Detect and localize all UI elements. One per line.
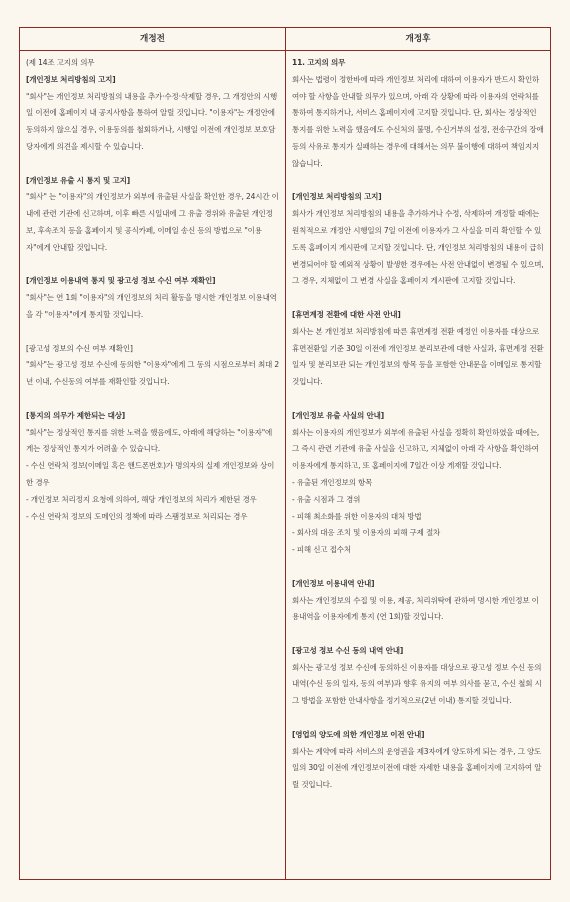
section-title: [개인정보 이용내역 통지 및 광고성 정보 수신 여부 재확인] [26,276,216,286]
before-column [20,51,286,879]
section-title: [영업의 양도에 의한 개인정보 이전 안내] [292,729,425,739]
section-title: [광고성 정보의 수신 여부 재확인] [26,343,133,353]
after-section [292,55,544,173]
before-section [26,273,279,323]
header-after: 개정후 [405,34,431,44]
after-column [286,51,550,879]
section-body: 회사는 법령이 정한바에 따라 개인정보 처리에 대하여 이용자가 반드시 확인하여야 할 사항을 안내할 의무가 있으며, 아래 각 상황에 따라 이용자의 연락처를 통하여 통지하거나, 서비스 홈페이지에 고지할 것입니다. 단, 회사는 정상적인 통지를 위한 노력을 했음에도 수신처의 불명, 수신거부의 설정, 전송구간의 장애 등의 사유로 통지가 실패하는 경우에 대해서는 의무 불이행에 대하여 책임지지 않습니다. [292,74,546,168]
section-title: [개인정보 유출 시 통지 및 고지] [26,175,131,185]
after-section [292,408,544,559]
section-body: 회사는 개인정보의 수집 및 이용, 제공, 처리위탁에 관하여 명시한 개인정보 이용내역을 이용자에게 통지 (연 1회)할 것입니다. [292,595,539,622]
header-before: 개정전 [20,28,286,50]
section-title: [개인정보 유출 사실의 안내] [292,410,384,420]
section-title: [개인정보 처리방침의 고지] [292,192,382,202]
section-body: "회사"는 광고성 정보 수신에 동의한 "이용자"에게 그 동의 시점으로부터 최대 2년 이내, 수신동의 여부를 재확인할 것입니다. [26,360,280,387]
section-title: [광고성 정보 수신 동의 내역 안내] [292,645,404,655]
section-body: 회사는 이용자의 개인정보가 외부에 유출된 사실을 정확히 확인하였을 때에는, 그 즉시 관련 기관에 유출 사실을 신고하고, 지체없이 아래 각 사항을 확인하여 이용자에게 통지하고, 또 홈페이지에 7일간 이상 게재할 것입니다. - 유출된 개인정보의 항목 - 유출 시점과 그 경위 - 피해 최소화를 위한 이용자의 대처 방법 - 회사의 대응 조치 및 이용자의 피해 구제 절차 - 피해 신고 접수처 [292,427,540,555]
section-body: "회사"는 정상적인 통지를 위한 노력을 했음에도, 아래에 해당하는 "이용자"에게는 정상적인 통지가 어려울 수 있습니다. - 수신 연락처 정보(이메일 혹은 핸드폰번호)가 명의자의 실제 개인정보와 상이한 경우 - 개인정보 처리정지 요청에 의하여, 해당 개인정보의 처리가 제한된 경우 - 수신 연락처 정보의 도메인의 정책에 따라 스팸정보로 처리되는 경우 [26,427,275,521]
section-title: [개인정보 이용내역 안내] [292,578,375,588]
before-section [26,173,279,257]
section-title: [통지의 의무가 제한되는 대상] [26,410,126,420]
section-body: 회사는 계약에 따라 서비스의 운영권을 제3자에게 양도하게 되는 경우, 그 양도일의 30일 이전에 개인정보이전에 대한 자세한 내용을 홈페이지에 고지하여 알릴 것입니다. [292,746,542,790]
before-section [26,55,279,72]
after-section [292,189,544,290]
section-body: "회사"는 연 1회 "이용자"의 개인정보의 처리 활동을 명시한 개인정보 이용내역을 각 "이용자"에게 통지할 것입니다. [26,293,277,319]
section-body: 회사는 본 개인정보 처리방침에 따른 휴면계정 전환 예정인 이용자를 대상으로 휴면전환일 기준 30일 이전에 개인정보 분리보관에 대한 사실과, 휴면계정 전환일자 및 분리보관 되는 개인정보의 항목 등을 포함한 안내문을 이메일로 통지할 것입니다. [292,326,544,387]
before-section [26,72,279,156]
before-section [26,408,279,526]
section-body: 회사는 광고성 정보 수신에 동의하신 이용자를 대상으로 광고성 정보 수신 동의 내역(수신 동의 일자, 동의 여부)과 향후 유지의 여부 의사를 묻고, 수신 철회 시 그 방법을 포함한 안내사항을 정기적으로(2년 이내) 통지할 것입니다. [292,662,544,706]
section-title: [개인정보 처리방침의 고지] [26,74,116,84]
section-body: 회사가 개인정보 처리방침의 내용을 추가하거나 수정, 삭제하여 개정할 때에는 원칙적으로 개정안 시행일의 7일 이전에 이용자가 그 사실을 미리 확인할 수 있도록 홈페이지 게시판에 고지할 것입니다. 단, 개인정보 처리방침의 내용이 급히 변경되어야 할 예외적 상황이 발생한 경우에는 사전 안내없이 변경될 수 있으며, 그 경우, 지체없이 그 변경 사실을 홈페이지 게시판에 고지할 것입니다. [292,209,546,286]
table-header [20,28,550,51]
after-section [292,576,544,626]
section-body: "회사"는 개인정보 처리방침의 내용을 추가·수정·삭제할 경우, 그 개정안의 시행일 이전에 홈페이지 내 공지사항을 통하여 알릴 것입니다. "이용자"는 개정안에 동의하지 않으실 경우, 이용동의를 철회하거나, 시행일 이전에 개인정보 보호담당자에게 의견을 제시할 수 있습니다. [26,91,278,151]
section-title: (제 14조 고지의 의무 [26,58,95,67]
comparison-table [19,27,551,880]
after-section [292,727,544,794]
after-section [292,643,544,710]
before-section [26,341,279,391]
section-body: "회사" 는 "이용자"의 개인정보가 외부에 유출된 사실을 확인한 경우, 24시간 이내에 관련 기관에 신고하며, 이후 빠른 시일내에 그 유출 경위와 유출된 개인정보, 후속조치 등을 홈페이지 및 공식카페, 이메일 송신 등의 방법으로 "이용자"에게 안내할 것입니다. [26,192,279,252]
after-section [292,307,544,391]
section-title: 11. 고지의 의무 [292,58,346,67]
section-title: [휴면계정 전환에 대한 사전 안내] [292,309,401,319]
